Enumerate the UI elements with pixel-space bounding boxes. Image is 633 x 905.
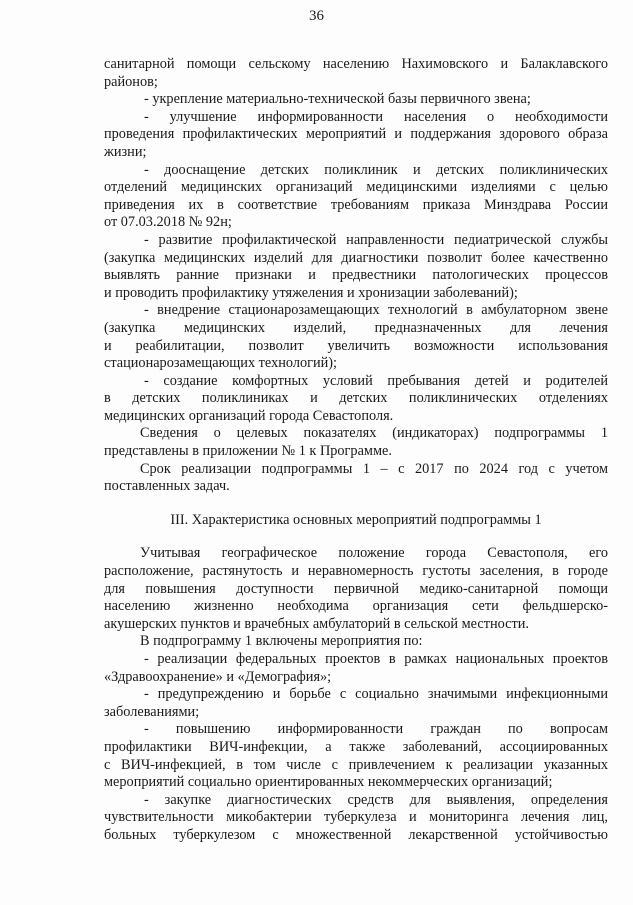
text-line: профилактики ВИЧ-инфекции, а также заболеваний, ассоциированных bbox=[104, 738, 608, 755]
text-line: - укрепление материально-технической базы первичного звена; bbox=[144, 91, 531, 108]
text-line: чувствительности микобактерии туберкулеза и мониторинга лечения лиц, bbox=[104, 809, 608, 826]
section-heading: III. Характеристика основных мероприятий подпрограммы 1 bbox=[170, 511, 542, 528]
text-line: - улучшение информированности населения о необходимости bbox=[144, 108, 608, 125]
text-line: жизни; bbox=[104, 143, 147, 160]
text-line: расположение, растянутость и неравномерность густоты заселения, в городе bbox=[104, 563, 608, 580]
text-line: стационарозамещающих технологий); bbox=[104, 355, 338, 372]
text-line: (закупка медицинских изделий для диагностики позволит более качественно bbox=[104, 249, 608, 266]
text-line: заболеваниями; bbox=[104, 703, 200, 720]
text-line: Сведения о целевых показателях (индикаторах) подпрограммы 1 bbox=[140, 425, 608, 442]
text-line: - предупреждению и борьбе с социально значимыми инфекционными bbox=[144, 686, 608, 703]
text-line: акушерских пунктов и врачебных амбулаторий в сельской местности. bbox=[104, 615, 529, 632]
text-line: Учитывая географическое положение города Севастополя, его bbox=[140, 545, 608, 562]
text-line: выявлять ранние признаки и предвестники патологических процессов bbox=[104, 267, 608, 284]
text-line: Срок реализации подпрограммы 1 – с 2017 по 2024 год с учетом bbox=[140, 460, 608, 477]
text-line: «Здравоохранение» и «Демография»; bbox=[104, 668, 332, 685]
text-line: - закупке диагностических средств для выявления, определения bbox=[144, 791, 608, 808]
text-line: приведения их в соответствие требованиям приказа Минздрава России bbox=[104, 196, 608, 213]
text-line: и проводить профилактику утяжеления и хронизации заболеваний); bbox=[104, 284, 518, 301]
text-line: населению жизненно необходима организация сети фельдшерско- bbox=[104, 598, 608, 615]
text-line: больных туберкулезом с множественной лекарственной устойчивостью bbox=[104, 826, 608, 843]
text-line: - дооснащение детских поликлиник и детских поликлинических bbox=[144, 161, 608, 178]
text-line: санитарной помощи сельскому населению Нахимовского и Балаклавского bbox=[104, 56, 608, 72]
text-line: (закупка медицинских изделий, предназначенных для лечения bbox=[104, 319, 608, 336]
text-line: В подпрограмму 1 включены мероприятия по: bbox=[140, 633, 423, 650]
text-line: поставленных задач. bbox=[104, 478, 230, 495]
text-line: в детских поликлиниках и детских поликлинических отделениях bbox=[104, 390, 608, 407]
text-line: районов; bbox=[104, 73, 158, 90]
text-line: от 07.03.2018 № 92н; bbox=[104, 214, 232, 231]
text-line: - реализации федеральных проектов в рамках национальных проектов bbox=[144, 651, 608, 667]
text-line: - внедрение стационарозамещающих технологий в амбулаторном звене bbox=[144, 302, 608, 319]
text-line: представлены в приложении № 1 к Программе. bbox=[104, 443, 392, 460]
text-line: мероприятий социально ориентированных некоммерческих организаций; bbox=[104, 774, 553, 791]
page-number: 36 bbox=[309, 8, 324, 24]
paragraph-block-tasks bbox=[104, 56, 608, 496]
text-line: проведения профилактических мероприятий и поддержания здорового образа bbox=[104, 126, 608, 143]
text-line: - создание комфортных условий пребывания детей и родителей bbox=[144, 372, 608, 389]
text-line: с ВИЧ-инфекцией, в том числе с привлечением к реализации указанных bbox=[104, 756, 608, 773]
document-body bbox=[104, 56, 608, 845]
text-line: медицинских организаций города Севастополя. bbox=[104, 407, 394, 424]
text-line: - повышению информированности граждан по вопросам bbox=[144, 721, 608, 738]
text-line: отделений медицинских организаций медицинскими изделиями с целью bbox=[104, 179, 608, 196]
text-line: и реабилитации, позволит увеличить возможности использования bbox=[104, 337, 608, 354]
paragraph-block-measures bbox=[104, 545, 608, 844]
text-line: - развитие профилактической направленности педиатрической службы bbox=[144, 231, 608, 248]
text-line: для повышения доступности первичной медико-санитарной помощи bbox=[104, 580, 608, 597]
